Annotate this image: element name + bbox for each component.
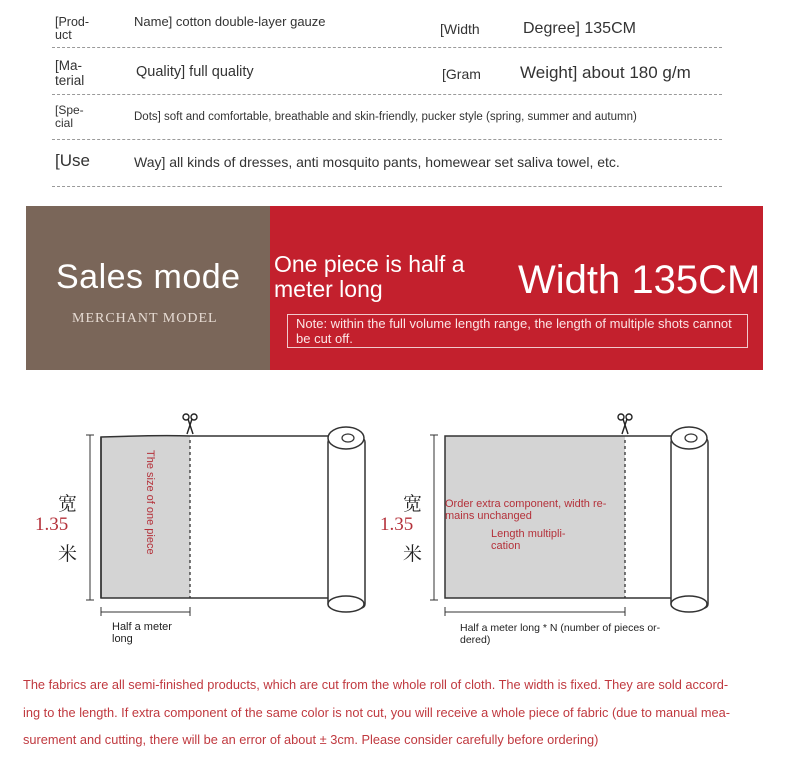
width-char-bottom: 米 [403,544,423,565]
width-char-top: 宽 [403,494,423,515]
width-number: 1.35 [35,514,69,535]
half-meter-n-label: Half a meter long * N (number of pieces or-dered) [460,622,661,646]
sales-mode-panel [26,206,270,370]
spec-value-special: Dots] soft and comfortable, breathable and skin-friendly, pucker style (spring, summer and autumn) [134,111,637,123]
spec-value-gram: Weight] about 180 g/m [520,63,691,82]
divider [52,139,722,140]
divider [52,94,722,95]
width-char-bottom: 米 [58,544,78,565]
divider [52,47,722,48]
width-number: 1.35 [380,514,414,535]
sales-mode-title: Sales mode [56,258,241,296]
merchant-model-subtitle: MERCHANT MODEL [72,311,218,326]
scissors-icon [183,414,197,434]
spec-label-use: [Use [55,151,90,170]
order-extra-label: Order extra component, width re-mains unchanged [445,498,607,522]
spec-label-material: [Ma- terial [55,58,85,88]
spec-label-gram: [Gram [442,66,481,82]
footer-line-1: The fabrics are all semi-finished products, which are cut from the whole roll of cloth. The width is fixed. They are sold accord- [23,677,729,692]
width-headline: Width 135CM [518,258,761,302]
width-info-panel [270,206,763,370]
footer-line-3: surement and cutting, there will be an error of about ± 3cm. Please consider carefully before ordering) [23,732,599,747]
scissors-icon [618,414,632,434]
spec-label-special: [Spe- cial [55,103,84,130]
spec-label-width: [Width [440,21,480,37]
width-char-top: 宽 [58,494,78,515]
spec-value-use: Way] all kinds of dresses, anti mosquito pants, homewear set saliva towel, etc. [134,154,620,170]
fabric-roll-right [395,400,725,650]
spec-value-material: Quality] full quality [136,64,254,80]
spec-value-product: Name] cotton double-layer gauze [134,14,326,29]
half-meter-label: Half a meter long [112,621,172,645]
spec-label-product: [Prod- uct [55,15,90,42]
piece-length-text: One piece is half a meter long [274,251,465,302]
cut-note: Note: within the full volume length range, the length of multiple shots cannot be cut off. [287,314,748,348]
footer-line-2: ing to the length. If extra component of the same color is not cut, you will receive a whole piece of fabric (due to manual mea- [23,705,731,720]
length-multiplication-label: Length multipli-cation [491,528,566,552]
piece-size-label: The size of one piece [144,450,156,555]
spec-value-width: Degree] 135CM [523,20,636,37]
divider [52,186,722,187]
